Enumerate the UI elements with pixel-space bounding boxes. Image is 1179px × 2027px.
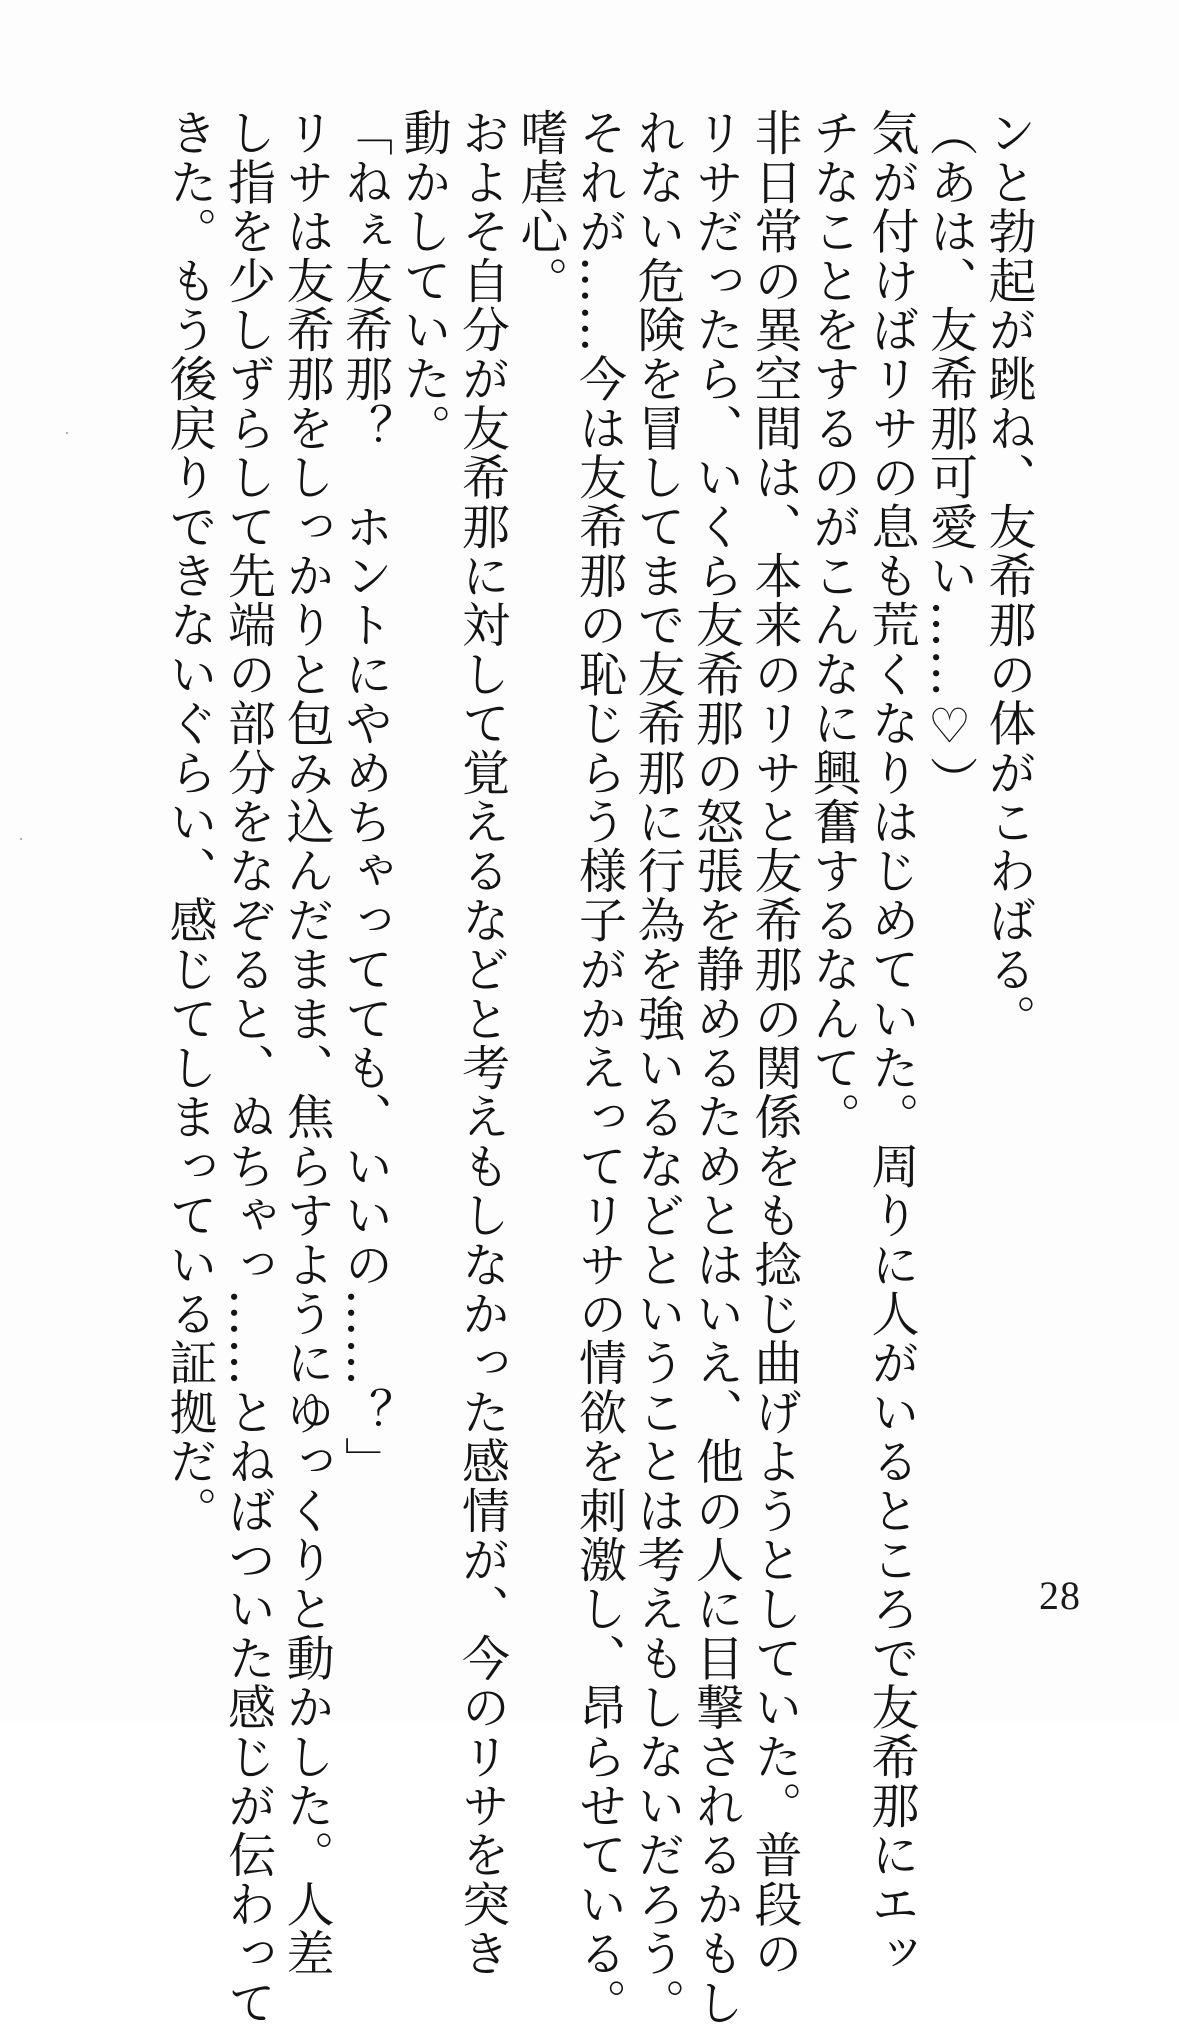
text-line-11: 動かしていた。 bbox=[395, 108, 451, 453]
text-line-1: ンと勃起が跳ね、友希那の体がこわばる。 bbox=[980, 108, 1036, 1043]
text-line-9: 嗜虐心。 bbox=[512, 108, 568, 305]
text-line-14: し指を少しずらして先端の部分をなぞると、ぬちゃっ……とねばついた感じが伝わって bbox=[219, 108, 276, 2027]
page-number: 28 bbox=[1039, 1573, 1081, 1618]
text-line-3: 気が付けばリサの息も荒くなりはじめていた。周りに人がいるところで友希那にエッ bbox=[863, 108, 919, 1978]
text-line-5: 非日常の異空間は、本来のリサと友希那の関係をも捻じ曲げようとしていた。普段の bbox=[746, 108, 802, 1978]
vertical-text-body bbox=[160, 108, 1038, 2027]
text-line-2: （あは、友希那可愛い……♡） bbox=[921, 108, 978, 805]
text-line-15: きた。もう後戻りできないぐらい、感じてしまっている証拠だ。 bbox=[161, 108, 217, 1535]
text-line-6: リサだったら、いくら友希那の怒張を静めるためとはいえ、他の人に目撃されるかもし bbox=[687, 108, 744, 2027]
text-line-4: チなことをするのがこんなに興奮するなんて。 bbox=[804, 108, 861, 1142]
text-line-8: それが……今は友希那の恥じらう様子がかえってリサの情欲を刺激し、昂らせている。 bbox=[570, 108, 627, 2027]
text-line-7: れない危険を冒してまで友希那に行為を強いるなどということは考えもしないだろう。 bbox=[629, 108, 685, 2027]
text-line-10: およそ自分が友希那に対して覚えるなどと考えもしなかった感情が、今のリサを突き bbox=[453, 108, 510, 1978]
scan-speck bbox=[66, 432, 68, 434]
scan-speck bbox=[20, 838, 22, 840]
text-line-12: 「ねぇ友希那？ ホントにやめちゃってても、いいの……？」 bbox=[336, 108, 393, 1486]
text-line-13: リサは友希那をしっかりと包み込んだまま、焦らすようにゆっくりと動かした。人差 bbox=[278, 108, 334, 1978]
